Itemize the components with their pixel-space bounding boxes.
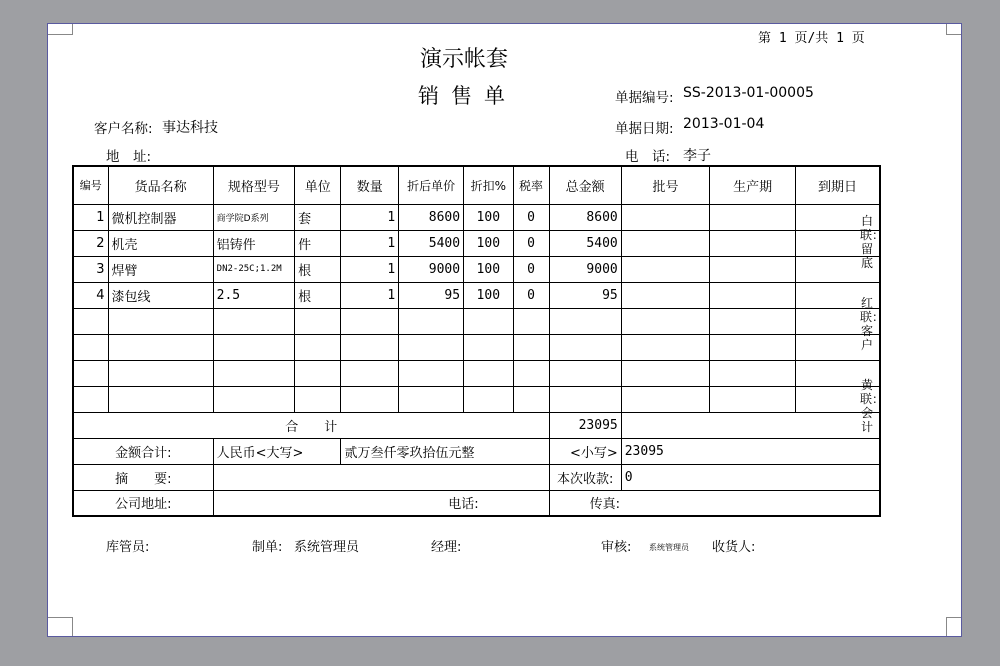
row-mfg (710, 230, 796, 256)
row-no: 1 (73, 204, 108, 230)
crop-mark-bottom-right (946, 617, 961, 636)
lower-value: 23095 (621, 438, 880, 464)
row-total: 9000 (549, 256, 621, 282)
col-header: 生产期 (710, 166, 796, 204)
col-header: 到期日 (795, 166, 880, 204)
table-row (73, 256, 880, 282)
summary-row (73, 464, 880, 490)
empty-row (73, 360, 880, 386)
row-unit: 根 (295, 282, 341, 308)
received-label: 本次收款: (549, 464, 621, 490)
row-discount: 100 (464, 204, 513, 230)
crop-mark-bottom-left (48, 617, 73, 636)
col-header: 总金额 (549, 166, 621, 204)
col-header: 编号 (73, 166, 108, 204)
phone-label: 电 话: (625, 149, 671, 165)
row-total: 8600 (549, 204, 621, 230)
doc-no-value: SS-2013-01-00005 (683, 85, 814, 101)
row-tax: 0 (513, 282, 549, 308)
summary-label: 摘 要: (73, 464, 213, 490)
maker-value: 系统管理员 (294, 540, 360, 555)
row-batch (621, 282, 710, 308)
document-title: 销售单 (418, 84, 517, 108)
col-header: 数量 (341, 166, 399, 204)
row-discount: 100 (464, 282, 513, 308)
doc-date-label: 单据日期: (615, 121, 674, 137)
receiver-label: 收货人: (712, 540, 756, 555)
company-title: 演示帐套 (420, 47, 509, 72)
sum-label: 合 计 (73, 412, 549, 438)
row-mfg (710, 256, 796, 282)
row-no: 2 (73, 230, 108, 256)
col-header: 批号 (621, 166, 710, 204)
col-header: 单位 (295, 166, 341, 204)
customer-label: 客户名称: (94, 121, 153, 137)
rmb-upper-label: 人民币<大写> (213, 438, 341, 464)
table-header-row (73, 166, 880, 204)
reviewer-value: 系统管理员 (649, 543, 689, 552)
row-name: 焊臂 (108, 256, 213, 282)
tel-label: 电话: (213, 490, 549, 516)
row-qty: 1 (341, 230, 399, 256)
row-spec: 商学院D系列 (213, 204, 294, 230)
empty-row (73, 334, 880, 360)
row-qty: 1 (341, 204, 399, 230)
sales-order-table (72, 165, 885, 517)
row-discount: 100 (464, 230, 513, 256)
col-header: 折后单价 (399, 166, 464, 204)
table-row (73, 204, 880, 230)
row-unit: 套 (295, 204, 341, 230)
empty-row (73, 386, 880, 412)
row-no: 3 (73, 256, 108, 282)
row-batch (621, 230, 710, 256)
row-spec: DN2-25C;1.2M (213, 256, 294, 282)
doc-no-label: 单据编号: (615, 90, 674, 106)
empty-row (73, 308, 880, 334)
row-price: 8600 (399, 204, 464, 230)
row-tax: 0 (513, 230, 549, 256)
table-row (73, 282, 880, 308)
address-label: 地 址: (106, 149, 152, 165)
sum-row (73, 412, 880, 438)
row-price: 9000 (399, 256, 464, 282)
manager-label: 经理: (431, 540, 462, 555)
doc-date-value: 2013-01-04 (683, 116, 765, 132)
print-preview-page (47, 23, 962, 637)
row-mfg (710, 282, 796, 308)
crop-mark-top-right (946, 24, 961, 35)
row-price: 5400 (399, 230, 464, 256)
received-value: 0 (621, 464, 880, 490)
row-unit: 件 (295, 230, 341, 256)
row-name: 漆包线 (108, 282, 213, 308)
col-header: 税率 (513, 166, 549, 204)
col-header: 货品名称 (108, 166, 213, 204)
row-total: 95 (549, 282, 621, 308)
row-qty: 1 (341, 256, 399, 282)
phone-value: 李子 (683, 148, 711, 164)
summary-value (213, 464, 549, 490)
copy-note-red: 红联：客户 (860, 296, 885, 352)
row-qty: 1 (341, 282, 399, 308)
col-header: 折扣% (464, 166, 513, 204)
row-batch (621, 256, 710, 282)
keeper-label: 库管员: (106, 540, 150, 555)
table-row (73, 230, 880, 256)
row-batch (621, 204, 710, 230)
row-spec: 铝铸件 (213, 230, 294, 256)
row-total: 5400 (549, 230, 621, 256)
lower-label: <小写> (549, 438, 621, 464)
row-discount: 100 (464, 256, 513, 282)
rmb-upper-value: 贰万叁仟零玖拾伍元整 (341, 438, 549, 464)
page-info: 第 1 页/共 1 页 (758, 31, 865, 46)
sum-total: 23095 (549, 412, 621, 438)
row-tax: 0 (513, 204, 549, 230)
company-row (73, 490, 880, 516)
copy-note-yellow: 黄联：会计 (860, 378, 885, 434)
row-name: 微机控制器 (108, 204, 213, 230)
row-price: 95 (399, 282, 464, 308)
customer-value: 事达科技 (162, 120, 218, 136)
row-mfg (710, 204, 796, 230)
amount-label: 金额合计: (73, 438, 213, 464)
copy-note-white: 白联：留底 (860, 214, 885, 270)
fax-label: 传真: (549, 490, 880, 516)
row-spec: 2.5 (213, 282, 294, 308)
reviewer-label: 审核: (601, 540, 632, 555)
row-tax: 0 (513, 256, 549, 282)
col-header: 规格型号 (213, 166, 294, 204)
crop-mark-top-left (48, 24, 73, 35)
maker-label: 制单: (252, 540, 283, 555)
company-addr-label: 公司地址: (73, 490, 213, 516)
amount-row (73, 438, 880, 464)
row-no: 4 (73, 282, 108, 308)
row-name: 机壳 (108, 230, 213, 256)
row-unit: 根 (295, 256, 341, 282)
